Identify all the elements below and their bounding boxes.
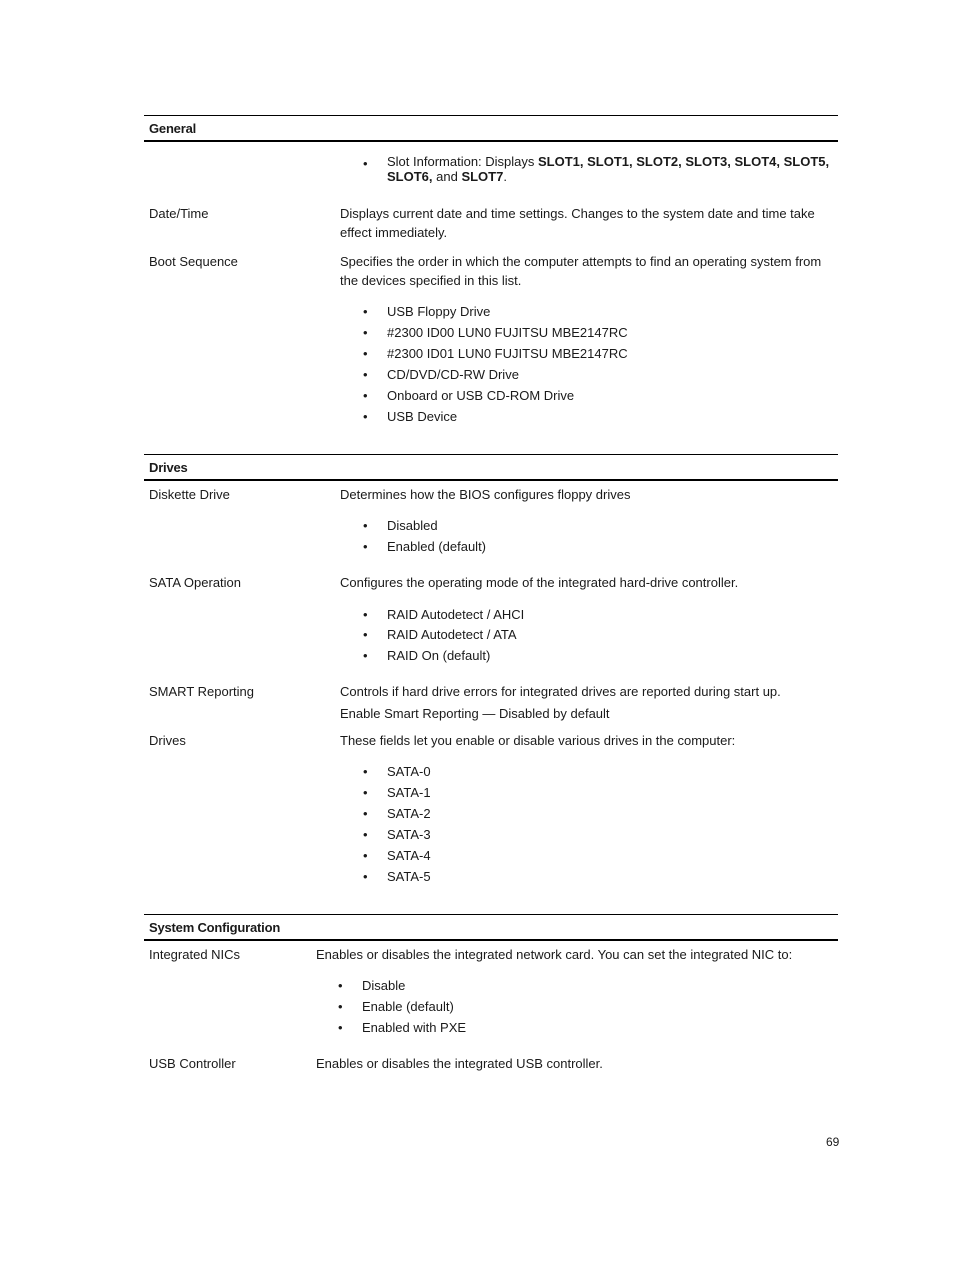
- field-desc-date-time-1: Displays current date and time settings. Changes to the system date and time take: [340, 206, 815, 221]
- bullet-glyph: •: [363, 785, 368, 800]
- bullet-glyph: •: [363, 627, 368, 642]
- bullet-glyph: •: [363, 539, 368, 554]
- section-header-rule: [144, 140, 838, 142]
- list-item-text: Enable (default): [362, 999, 454, 1014]
- list-item-text: USB Floppy Drive: [387, 304, 491, 319]
- list-item-text: Onboard or USB CD-ROM Drive: [387, 388, 575, 403]
- field-label-diskette-drive: Diskette Drive: [149, 487, 230, 502]
- page-number: 69: [826, 1135, 840, 1149]
- field-desc-sata-operation: Configures the operating mode of the integrated hard-drive controller.: [340, 575, 739, 590]
- bullet-glyph: •: [363, 304, 368, 319]
- field-label-date-time: Date/Time: [149, 206, 209, 221]
- field-label-usb-controller: USB Controller: [149, 1056, 236, 1071]
- section-top-rule: [144, 115, 838, 116]
- slot-information-text: [387, 154, 829, 184]
- list-item-text: SATA-2: [387, 806, 431, 821]
- bullet-glyph: •: [363, 518, 368, 533]
- list-item-text: Disable: [362, 978, 406, 993]
- section-top-rule: [144, 454, 838, 455]
- list-item-text: CD/DVD/CD-RW Drive: [387, 367, 519, 382]
- field-desc-diskette-drive: Determines how the BIOS configures floppy drives: [340, 487, 631, 502]
- list-item-text: Enabled with PXE: [362, 1020, 467, 1035]
- field-desc-date-time-2: effect immediately.: [340, 225, 448, 240]
- bullet-glyph: •: [363, 325, 368, 340]
- section-title-system-configuration: System Configuration: [149, 920, 281, 935]
- bullet-glyph: •: [338, 978, 343, 993]
- bullet-glyph: •: [363, 827, 368, 842]
- list-item-text: SATA-1: [387, 785, 431, 800]
- bullet-glyph: •: [363, 764, 368, 779]
- list-item-text: RAID Autodetect / AHCI: [387, 607, 525, 622]
- list-item-text: SATA-5: [387, 869, 431, 884]
- field-desc-boot-sequence-2: the devices specified in this list.: [340, 273, 522, 288]
- section-title-general: General: [149, 121, 197, 136]
- bullet-glyph: •: [363, 156, 368, 171]
- bullet-glyph: •: [363, 367, 368, 382]
- field-label-drives: Drives: [149, 733, 186, 748]
- bullet-glyph: •: [363, 848, 368, 863]
- list-item-text: Disabled: [387, 518, 438, 533]
- field-desc-integrated-nics: Enables or disables the integrated network card. You can set the integrated NIC to:: [316, 947, 793, 962]
- bullet-glyph: •: [338, 1020, 343, 1035]
- bullet-glyph: •: [363, 607, 368, 622]
- bullet-glyph: •: [363, 346, 368, 361]
- list-item-text: #2300 ID01 LUN0 FUJITSU MBE2147RC: [387, 346, 628, 361]
- bullet-glyph: •: [363, 388, 368, 403]
- list-item-text: SATA-4: [387, 848, 431, 863]
- slot-info-slot6: SLOT6,: [387, 169, 433, 184]
- field-label-sata-operation: SATA Operation: [149, 575, 242, 590]
- list-item-text: Enabled (default): [387, 539, 487, 554]
- slot-info-slot7: SLOT7: [461, 169, 504, 184]
- slot-info-period: .: [503, 169, 507, 184]
- field-label-smart-reporting: SMART Reporting: [149, 684, 255, 699]
- list-item-text: SATA-3: [387, 827, 431, 842]
- slot-info-prefix: Slot Information: Displays: [387, 154, 539, 169]
- list-item-text: USB Device: [387, 409, 458, 424]
- section-title-drives: Drives: [149, 460, 188, 475]
- bullet-glyph: •: [363, 409, 368, 424]
- slot-info-slots: SLOT1, SLOT1, SLOT2, SLOT3, SLOT4, SLOT5,: [538, 154, 830, 169]
- list-item-text: SATA-0: [387, 764, 431, 779]
- list-item-text: RAID Autodetect / ATA: [387, 627, 517, 642]
- field-label-boot-sequence: Boot Sequence: [149, 254, 238, 269]
- field-desc-boot-sequence-1: Specifies the order in which the computer attempts to find an operating system from: [340, 254, 822, 269]
- list-item-text: #2300 ID00 LUN0 FUJITSU MBE2147RC: [387, 325, 628, 340]
- field-note-smart-reporting: Enable Smart Reporting — Disabled by default: [340, 706, 610, 721]
- field-label-integrated-nics: Integrated NICs: [149, 947, 241, 962]
- list-item-text: RAID On (default): [387, 648, 491, 663]
- section-top-rule: [144, 914, 838, 915]
- section-header-rule: [144, 479, 838, 481]
- field-desc-drives: These fields let you enable or disable various drives in the computer:: [340, 733, 736, 748]
- bullet-glyph: •: [363, 806, 368, 821]
- bullet-glyph: •: [363, 648, 368, 663]
- field-desc-smart-reporting: Controls if hard drive errors for integrated drives are reported during start up.: [340, 684, 781, 699]
- bullet-glyph: •: [338, 999, 343, 1014]
- section-header-rule: [144, 939, 838, 941]
- slot-info-and: and: [432, 169, 462, 184]
- field-desc-usb-controller: Enables or disables the integrated USB controller.: [316, 1056, 603, 1071]
- bullet-glyph: •: [363, 869, 368, 884]
